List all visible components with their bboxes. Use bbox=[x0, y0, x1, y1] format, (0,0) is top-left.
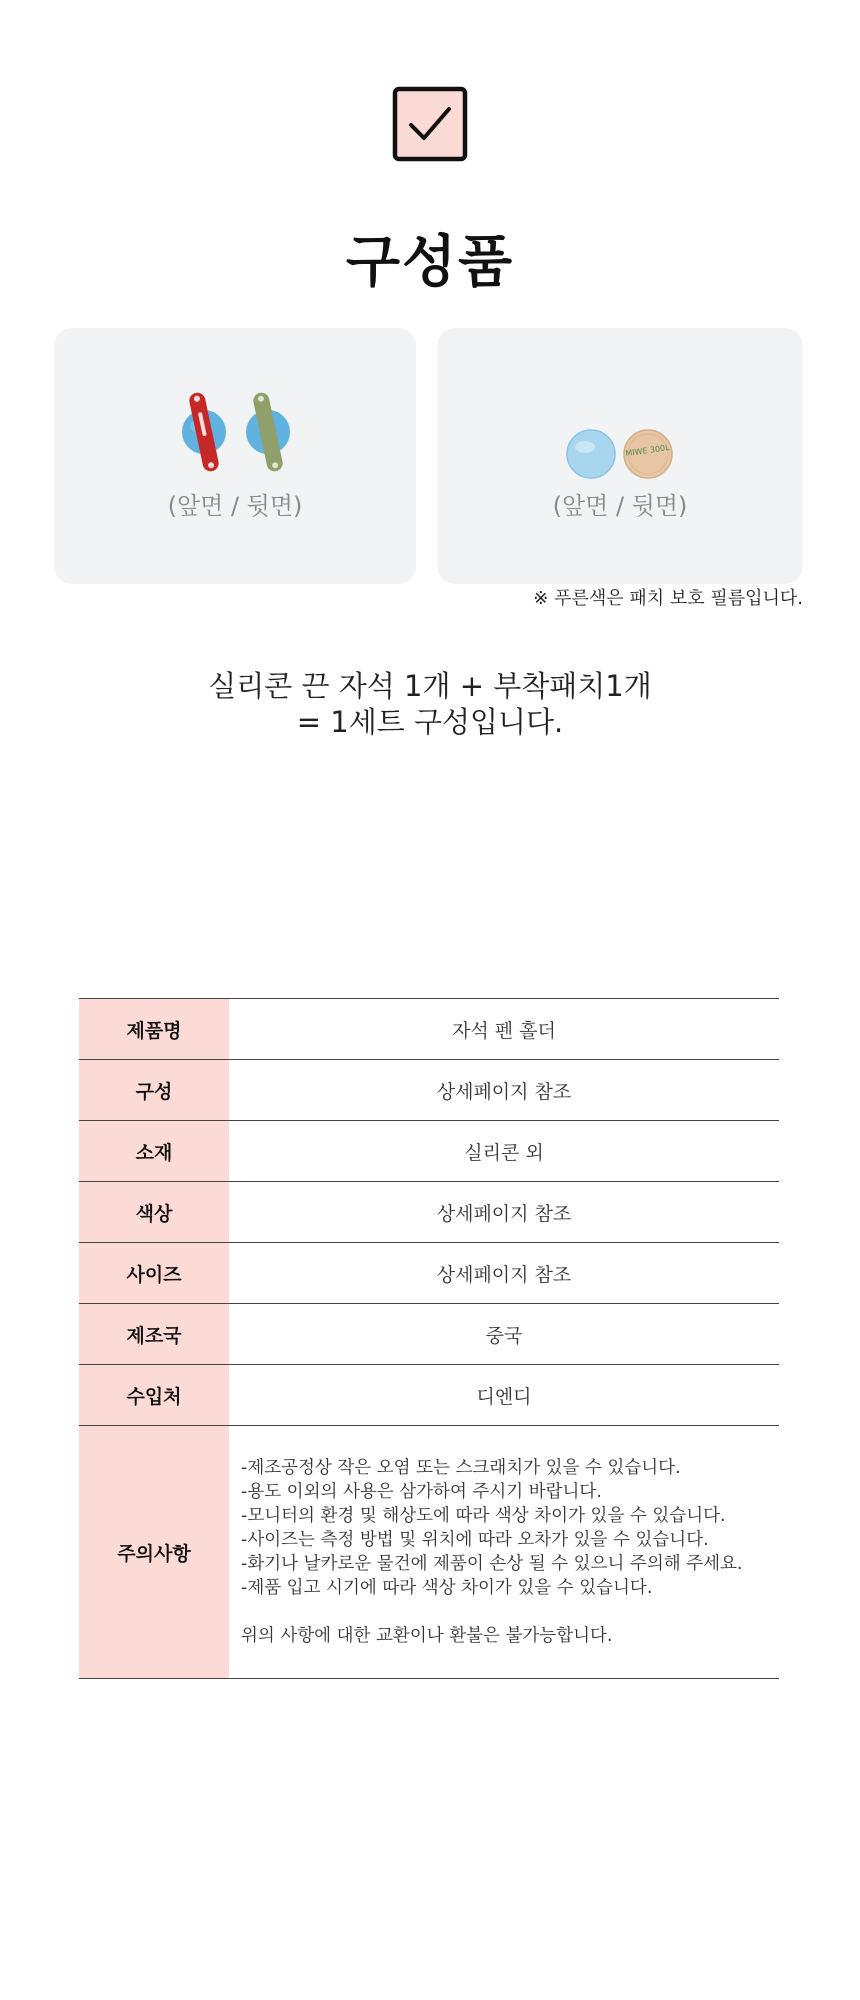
spec-value: 상세페이지 참조 bbox=[436, 1263, 572, 1286]
spec-label: 제조국 bbox=[79, 1304, 229, 1365]
caution-footer: 위의 사항에 대한 교환이나 환불은 불가능합니다. bbox=[241, 1626, 613, 1646]
silicone-strap-magnets-photo bbox=[172, 390, 302, 474]
spec-value: 디엔디 bbox=[476, 1385, 532, 1408]
table-row bbox=[79, 1243, 779, 1304]
caution-label: 주의사항 bbox=[79, 1426, 229, 1679]
table-row bbox=[79, 1060, 779, 1121]
product-spec-table bbox=[79, 998, 779, 1679]
set-description-line-1: 실리콘 끈 자석 1개 + 부착패치1개 bbox=[208, 669, 652, 703]
film-note: ※ 푸른색은 패치 보호 필름입니다. bbox=[533, 588, 803, 609]
spec-label: 소재 bbox=[79, 1121, 229, 1182]
caution-text bbox=[229, 1426, 779, 1679]
spec-label: 사이즈 bbox=[79, 1243, 229, 1304]
caution-line: -모니터의 환경 및 해상도에 따라 색상 차이가 있을 수 있습니다. bbox=[241, 1506, 726, 1526]
component-caption: (앞면 / 뒷면) bbox=[552, 492, 688, 520]
caution-line: -제품 입고 시기에 따라 색상 차이가 있을 수 있습니다. bbox=[241, 1578, 653, 1598]
caution-line: -제조공정상 작은 오염 또는 스크래치가 있을 수 있습니다. bbox=[241, 1458, 681, 1478]
spec-value: 실리콘 외 bbox=[464, 1141, 544, 1164]
adhesive-patch-photo bbox=[565, 428, 675, 480]
caution-line: -사이즈는 측정 방법 및 위치에 따라 오차가 있을 수 있습니다. bbox=[241, 1530, 709, 1550]
spec-value: 상세페이지 참조 bbox=[436, 1080, 572, 1103]
set-description bbox=[0, 668, 860, 740]
spec-label: 색상 bbox=[79, 1182, 229, 1243]
table-row bbox=[79, 1182, 779, 1243]
table-row bbox=[79, 999, 779, 1060]
table-row bbox=[79, 1304, 779, 1365]
spec-label: 제품명 bbox=[79, 999, 229, 1060]
page-title: 구성품 bbox=[345, 230, 515, 295]
caution-row bbox=[79, 1426, 779, 1679]
spec-label: 구성 bbox=[79, 1060, 229, 1121]
patch-label-text: MIWE 300L bbox=[624, 442, 671, 459]
component-card-patch bbox=[437, 328, 803, 584]
component-caption: (앞면 / 뒷면) bbox=[167, 492, 303, 520]
caution-line: -용도 이외의 사용은 삼가하여 주시기 바랍니다. bbox=[241, 1482, 602, 1502]
spec-value: 상세페이지 참조 bbox=[436, 1202, 572, 1225]
spec-label: 수입처 bbox=[79, 1365, 229, 1426]
caution-line: -화기나 날카로운 물건에 제품이 손상 될 수 있으니 주의해 주세요. bbox=[241, 1554, 743, 1574]
component-card-magnet bbox=[54, 328, 416, 584]
table-row bbox=[79, 1121, 779, 1182]
spec-value: 중국 bbox=[485, 1324, 523, 1347]
table-row bbox=[79, 1365, 779, 1426]
set-description-line-2: = 1세트 구성입니다. bbox=[296, 705, 564, 739]
spec-value: 자석 펜 홀더 bbox=[452, 1019, 556, 1042]
checkbox-checked-icon bbox=[391, 85, 469, 163]
